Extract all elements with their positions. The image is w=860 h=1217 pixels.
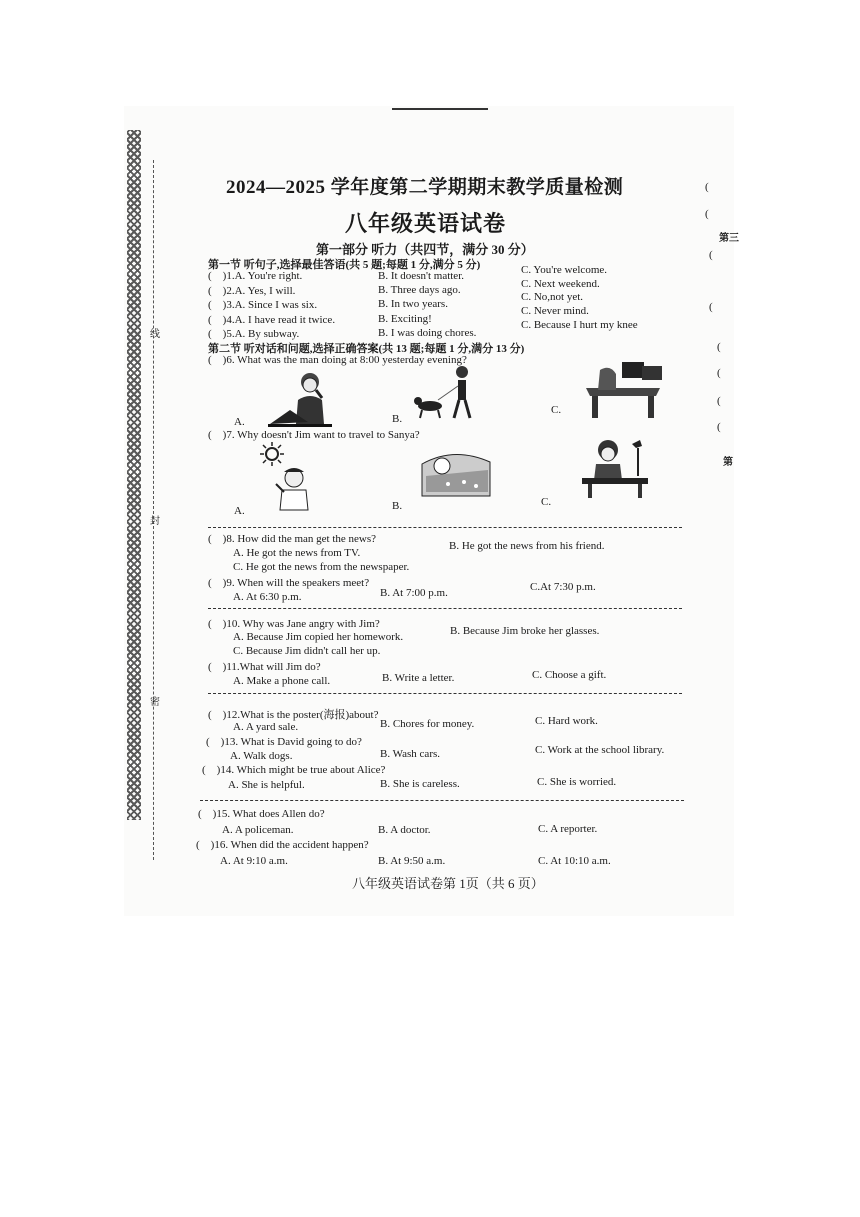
- q12-option-b: B. Chores for money.: [380, 718, 475, 730]
- binding-label-secret: 密: [150, 697, 160, 708]
- edge-paren: (: [717, 341, 721, 353]
- q2-option-b: B. Three days ago.: [378, 284, 461, 296]
- q1-question: ( )1.A. You're right.: [208, 270, 303, 282]
- q5-option-b: B. I was doing chores.: [378, 327, 477, 339]
- section2-heading: 第二节 听对话和问题,选择正确答案(共 13 题;每题 1 分,满分 13 分): [208, 343, 525, 355]
- q9-option-b: B. At 7:00 p.m.: [380, 587, 448, 599]
- q2-option-c: C. Next weekend.: [521, 278, 600, 290]
- edge-paren: (: [717, 367, 721, 379]
- q12-option-a: A. A yard sale.: [233, 721, 299, 733]
- top-rule: [392, 108, 488, 110]
- q9-option-c: C.At 7:30 p.m.: [530, 581, 596, 593]
- q10-option-a: A. Because Jim copied her homework.: [233, 631, 404, 643]
- q9-question: ( )9. When will the speakers meet?: [208, 577, 370, 589]
- q3-question: ( )3.A. Since I was six.: [208, 299, 318, 311]
- cut-line: [153, 160, 154, 860]
- man-on-phone-at-laptop-icon: [268, 370, 338, 428]
- edge-paren: (: [717, 421, 721, 433]
- q13-option-c: C. Work at the school library.: [535, 744, 665, 756]
- q13-option-a: A. Walk dogs.: [230, 750, 293, 762]
- edge-section-3: 第三: [719, 233, 739, 244]
- q11-question: ( )11.What will Jim do?: [208, 661, 321, 673]
- q5-option-c: C. Because I hurt my knee: [521, 319, 638, 331]
- q14-option-c: C. She is worried.: [537, 776, 617, 788]
- q4-option-b: B. Exciting!: [378, 313, 432, 325]
- q1-option-c: C. You're welcome.: [521, 264, 608, 276]
- edge-paren: (: [709, 301, 713, 313]
- sun-and-hot-boy-icon: [236, 442, 316, 512]
- q11-option-c: C. Choose a gift.: [532, 669, 607, 681]
- q16-option-a: A. At 9:10 a.m.: [220, 855, 288, 867]
- q4-question: ( )4.A. I have read it twice.: [208, 314, 336, 326]
- separator: [208, 608, 682, 609]
- q15-option-a: A. A policeman.: [222, 824, 294, 836]
- q4-option-c: C. Never mind.: [521, 305, 589, 317]
- q10-question: ( )10. Why was Jane angry with Jim?: [208, 618, 380, 630]
- boy-studying-at-desk-icon: [580, 436, 650, 500]
- q1-option-b: B. It doesn't matter.: [378, 270, 464, 282]
- edge-paren: (: [705, 181, 709, 193]
- q8-option-c: C. He got the news from the newspaper.: [233, 561, 410, 573]
- edge-paren: (: [705, 208, 709, 220]
- q6-option-a-label: A.: [234, 416, 245, 428]
- section1-heading: 第一节 听句子,选择最佳答语(共 5 题;每题 1 分,满分 5 分): [208, 259, 481, 271]
- q8-option-b: B. He got the news from his friend.: [449, 540, 605, 552]
- q6-question: ( )6. What was the man doing at 8:00 yesterday evening?: [208, 354, 467, 366]
- q10-option-b: B. Because Jim broke her glasses.: [450, 625, 600, 637]
- q16-option-c: C. At 10:10 a.m.: [538, 855, 611, 867]
- q3-option-c: C. No,not yet.: [521, 291, 584, 303]
- q14-question: ( )14. Which might be true about Alice?: [202, 764, 386, 776]
- q7-option-c-label: C.: [541, 496, 552, 508]
- q6-option-b-label: B.: [392, 413, 403, 425]
- q2-question: ( )2.A. Yes, I will.: [208, 285, 296, 297]
- sick-boy-in-bed-icon: [418, 440, 494, 500]
- edge-paren: (: [709, 249, 713, 261]
- q14-option-a: A. She is helpful.: [228, 779, 305, 791]
- q15-option-c: C. A reporter.: [538, 823, 598, 835]
- binding-label-seal: 封: [150, 516, 160, 527]
- q8-question: ( )8. How did the man get the news?: [208, 533, 377, 545]
- q3-option-b: B. In two years.: [378, 298, 448, 310]
- binding-strip: [127, 130, 141, 820]
- q15-option-b: B. A doctor.: [378, 824, 431, 836]
- exam-subtitle: 八年级英语试卷: [345, 211, 507, 236]
- q11-option-a: A. Make a phone call.: [233, 675, 331, 687]
- q12-option-c: C. Hard work.: [535, 715, 598, 727]
- exam-title: 2024—2025 学年度第二学期期末教学质量检测: [226, 177, 624, 198]
- q6-option-c-label: C.: [551, 404, 562, 416]
- edge-paren: (: [717, 395, 721, 407]
- q9-option-a: A. At 6:30 p.m.: [233, 591, 302, 603]
- q14-option-b: B. She is careless.: [380, 778, 460, 790]
- q11-option-b: B. Write a letter.: [382, 672, 455, 684]
- separator: [208, 693, 682, 694]
- q15-question: ( )15. What does Allen do?: [198, 808, 325, 820]
- part1-heading: 第一部分 听力（共四节，满分 30 分）: [316, 242, 534, 257]
- q13-option-b: B. Wash cars.: [380, 748, 441, 760]
- page-footer: 八年级英语试卷第 1页（共 6 页）: [352, 876, 544, 891]
- q5-question: ( )5.A. By subway.: [208, 328, 300, 340]
- q7-option-a-label: A.: [234, 505, 245, 517]
- q7-option-b-label: B.: [392, 500, 403, 512]
- man-at-computer-icon: [580, 356, 666, 420]
- q13-question: ( )13. What is David going to do?: [206, 736, 362, 748]
- q12-question: ( )12.What is the poster(海报)about?: [208, 709, 379, 721]
- q16-option-b: B. At 9:50 a.m.: [378, 855, 446, 867]
- q8-option-a: A. He got the news from TV.: [233, 547, 361, 559]
- edge-section-4: 第: [723, 457, 733, 468]
- separator: [208, 527, 682, 528]
- q7-question: ( )7. Why doesn't Jim want to travel to Sanya?: [208, 429, 420, 441]
- q16-question: ( )16. When did the accident happen?: [196, 839, 369, 851]
- separator: [200, 800, 684, 801]
- q10-option-c: C. Because Jim didn't call her up.: [233, 645, 381, 657]
- man-walking-dog-icon: [408, 364, 480, 422]
- binding-label-line: 线: [150, 329, 160, 340]
